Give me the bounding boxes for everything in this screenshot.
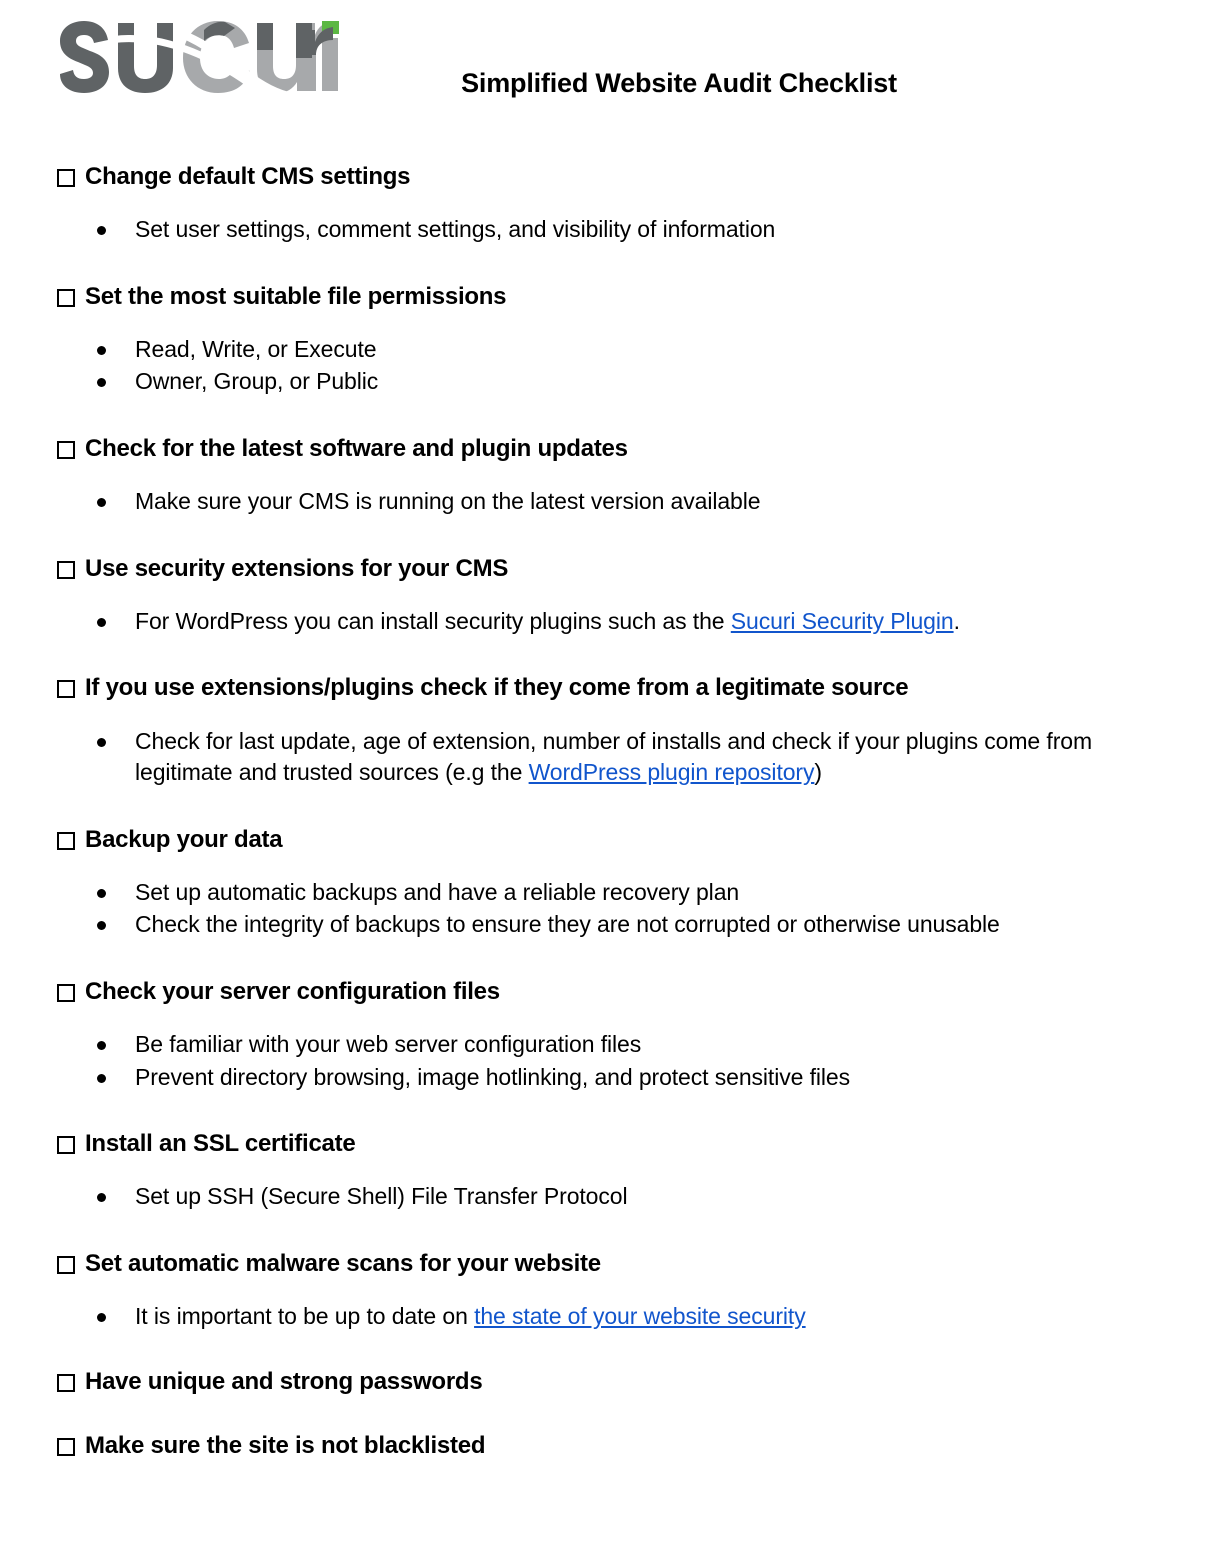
list-item-text: It is important to be up to date on bbox=[135, 1303, 475, 1330]
empty-checkbox-icon[interactable] bbox=[57, 169, 75, 187]
empty-checkbox-icon[interactable] bbox=[57, 1374, 75, 1392]
checklist-item-label: Backup your data bbox=[85, 825, 283, 853]
inline-link[interactable]: WordPress plugin repository bbox=[528, 759, 815, 786]
checklist-item-3[interactable] bbox=[0, 554, 1218, 584]
empty-checkbox-icon[interactable] bbox=[57, 441, 75, 459]
empty-checkbox-icon[interactable] bbox=[57, 1136, 75, 1154]
list-item-text: For WordPress you can install security plugins such as the bbox=[135, 607, 731, 634]
checklist-item-9[interactable] bbox=[0, 1367, 1218, 1397]
checklist-item-label: Set automatic malware scans for your website bbox=[85, 1249, 601, 1277]
checklist-group bbox=[0, 825, 1218, 941]
list-item-text: Prevent directory browsing, image hotlinking, and protect sensitive files bbox=[135, 1063, 850, 1090]
empty-checkbox-icon[interactable] bbox=[57, 289, 75, 307]
sub-item-list bbox=[0, 214, 1218, 246]
empty-checkbox-icon[interactable] bbox=[57, 832, 75, 850]
list-item bbox=[0, 909, 1218, 941]
checklist-group bbox=[0, 1431, 1218, 1461]
checklist-item-label: If you use extensions/plugins check if they come from a legitimate source bbox=[85, 674, 909, 702]
checklist-item-0[interactable] bbox=[0, 162, 1218, 192]
sub-item-list bbox=[0, 1181, 1218, 1213]
bullet-icon bbox=[97, 889, 106, 898]
bullet-icon bbox=[97, 498, 106, 507]
list-item-text: Be familiar with your web server configuration files bbox=[135, 1031, 642, 1058]
empty-checkbox-icon[interactable] bbox=[57, 1256, 75, 1274]
checklist-item-label: Install an SSL certificate bbox=[85, 1130, 356, 1158]
list-item bbox=[0, 366, 1218, 398]
list-item bbox=[0, 486, 1218, 518]
checklist-group bbox=[0, 162, 1218, 246]
list-item-text: Read, Write, or Execute bbox=[135, 335, 377, 362]
checklist-item-6[interactable] bbox=[0, 977, 1218, 1007]
list-item bbox=[0, 1062, 1218, 1094]
empty-checkbox-icon[interactable] bbox=[57, 561, 75, 579]
checklist-item-10[interactable] bbox=[0, 1431, 1218, 1461]
checklist-item-label: Change default CMS settings bbox=[85, 163, 411, 190]
inline-link[interactable]: Sucuri Security Plugin bbox=[730, 607, 954, 634]
checklist-group bbox=[0, 1367, 1218, 1397]
checklist-group bbox=[0, 977, 1218, 1093]
list-item-text-suffix: . bbox=[953, 607, 960, 634]
list-item bbox=[0, 606, 1218, 638]
checklist-item-label: Have unique and strong passwords bbox=[85, 1367, 483, 1395]
bullet-icon bbox=[97, 1074, 106, 1083]
checklist-item-label: Check for the latest software and plugin updates bbox=[85, 434, 628, 462]
checklist-group bbox=[0, 554, 1218, 638]
list-item-text: Check for last update, age of extension, number of installs and check if your plugins come from legitimate and trusted sources (e.g the bbox=[135, 727, 1093, 786]
page-title: Simplified Website Audit Checklist bbox=[461, 68, 897, 98]
checklist-item-label: Check your server configuration files bbox=[85, 977, 500, 1005]
list-item-text-suffix: ) bbox=[814, 759, 822, 786]
sub-item-list bbox=[0, 1301, 1218, 1333]
bullet-icon bbox=[97, 1313, 106, 1322]
list-item bbox=[0, 1301, 1218, 1333]
inline-link[interactable]: the state of your website security bbox=[474, 1303, 806, 1330]
list-item bbox=[0, 877, 1218, 909]
checklist-group bbox=[0, 434, 1218, 518]
sub-item-list bbox=[0, 334, 1218, 398]
list-item bbox=[0, 1181, 1218, 1213]
sub-item-list bbox=[0, 486, 1218, 518]
audit-checklist bbox=[0, 162, 1218, 1461]
list-item-text: Set up SSH (Secure Shell) File Transfer Protocol bbox=[135, 1183, 628, 1210]
page-header bbox=[0, 0, 1218, 120]
bullet-icon bbox=[97, 738, 106, 747]
bullet-icon bbox=[97, 1041, 106, 1050]
checklist-item-5[interactable] bbox=[0, 825, 1218, 855]
list-item-text: Set up automatic backups and have a reliable recovery plan bbox=[135, 878, 740, 905]
bullet-icon bbox=[97, 921, 106, 930]
checklist-group bbox=[0, 282, 1218, 398]
checklist-item-label: Use security extensions for your CMS bbox=[85, 554, 509, 582]
list-item bbox=[0, 1029, 1218, 1061]
list-item-text: Check the integrity of backups to ensure they are not corrupted or otherwise unusable bbox=[135, 911, 1000, 938]
checklist-group bbox=[0, 1129, 1218, 1213]
empty-checkbox-icon[interactable] bbox=[57, 1438, 75, 1456]
bullet-icon bbox=[97, 346, 106, 355]
empty-checkbox-icon[interactable] bbox=[57, 984, 75, 1002]
empty-checkbox-icon[interactable] bbox=[57, 680, 75, 698]
bullet-icon bbox=[97, 378, 106, 387]
sub-item-list bbox=[0, 606, 1218, 638]
checklist-item-label: Make sure the site is not blacklisted bbox=[85, 1431, 486, 1459]
checklist-item-2[interactable] bbox=[0, 434, 1218, 464]
checklist-group bbox=[0, 1249, 1218, 1333]
list-item-text: Set user settings, comment settings, and visibility of information bbox=[135, 216, 776, 243]
list-item bbox=[0, 214, 1218, 246]
list-item-text: Make sure your CMS is running on the latest version available bbox=[135, 488, 761, 515]
checklist-item-7[interactable] bbox=[0, 1129, 1218, 1159]
list-item bbox=[0, 726, 1218, 789]
bullet-icon bbox=[97, 618, 106, 627]
checklist-group bbox=[0, 673, 1218, 788]
list-item-text: Owner, Group, or Public bbox=[135, 368, 379, 395]
checklist-item-1[interactable] bbox=[0, 282, 1218, 312]
bullet-icon bbox=[97, 1193, 106, 1202]
checklist-item-8[interactable] bbox=[0, 1249, 1218, 1279]
sub-item-list bbox=[0, 726, 1218, 789]
checklist-item-label: Set the most suitable file permissions bbox=[85, 282, 507, 310]
sub-item-list bbox=[0, 1029, 1218, 1093]
bullet-icon bbox=[97, 226, 106, 235]
list-item bbox=[0, 334, 1218, 366]
checklist-item-4[interactable] bbox=[0, 673, 1218, 703]
sub-item-list bbox=[0, 877, 1218, 941]
